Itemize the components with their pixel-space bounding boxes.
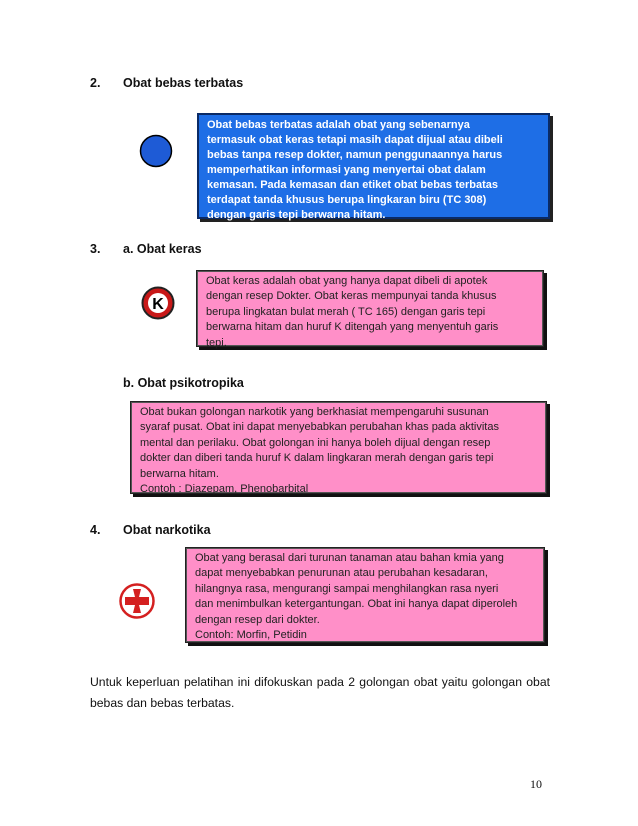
box-line: Obat keras adalah obat yang hanya dapat dibeli di apotek <box>206 275 488 287</box>
blue-circle-icon <box>139 134 173 168</box>
obat-psikotropika-description-box <box>130 401 547 494</box>
box-line: dengan garis tepi berwarna hitam. <box>207 209 386 221</box>
box-line: memperhatikan informasi yang menyertai obat dalam <box>207 164 486 176</box>
section-2-title: Obat bebas terbatas <box>123 76 244 90</box>
box-line: dapat menyebabkan penurunan atau perubahan kesadaran, <box>195 567 488 580</box>
section-4-number: 4. <box>90 523 101 537</box>
box-line: dan menimbulkan ketergantungan. Obat ini hanya dapat diperoleh <box>195 598 518 611</box>
box-line: berwarna hitam. <box>140 467 219 480</box>
box-line: Contoh: Morfin, Petidin <box>195 629 307 642</box>
box-line: dengan resep Dokter. Obat keras mempunyai tanda khusus <box>206 290 497 303</box>
obat-keras-description-box <box>196 270 544 347</box>
box-line: mental dan perilaku. Obat golongan ini hanya boleh dijual dengan resep <box>140 436 491 449</box>
k-letter: K <box>152 296 164 313</box>
box-line: Contoh : Diazepam, Phenobarbital <box>140 483 309 496</box>
box-line: kemasan. Pada kemasan dan etiket obat bebas terbatas <box>207 179 499 191</box>
bebas-terbatas-description-box <box>197 113 550 236</box>
box-line: dengan resep dari dokter. <box>195 613 320 626</box>
obat-narkotika-title: Obat narkotika <box>123 523 211 537</box>
box-line: Obat bebas terbatas adalah obat yang sebenarnya <box>207 119 470 131</box>
box-line: Obat yang berasal dari turunan tanaman atau bahan kmia yang <box>195 552 504 564</box>
box-line: tepi. <box>206 336 227 349</box>
box-line: hilangnya rasa, mengurangi sampai menghilangkan rasa nyeri <box>195 582 499 595</box>
box-line: berwarna hitam dan huruf K ditengah yang menyentuh garis <box>206 321 499 334</box>
box-line: termasuk obat keras tetapi masih dapat dijual atau dibeli <box>207 134 503 146</box>
box-line: dokter dan diberi tanda huruf K dalam lingkaran merah dengan garis tepi <box>140 452 494 465</box>
box-line: berupa lingkatan bulat merah ( TC 165) dengan garis tepi <box>206 305 486 318</box>
obat-psikotropika-title: b. Obat psikotropika <box>123 376 244 390</box>
red-k-circle-icon <box>141 286 175 320</box>
box-line: Contoh: CTM <box>207 224 277 236</box>
red-cross-circle-icon <box>119 583 155 619</box>
box-line: bebas tanpa resep dokter, namun penggunaannya harus <box>207 149 503 161</box>
section-3-number: 3. <box>90 242 101 256</box>
obat-narkotika-description-box <box>185 547 545 643</box>
box-line: syaraf pusat. Obat ini dapat menyebabkan perubahan khas pada aktivitas <box>140 421 499 434</box>
section-2-number: 2. <box>90 76 101 90</box>
box-line: Obat bukan golongan narkotik yang berkhasiat mempengaruhi susunan <box>140 406 489 418</box>
obat-keras-title: a. Obat keras <box>123 242 202 256</box>
closing-paragraph: Untuk keperluan pelatihan ini difokuskan pada 2 golongan obat yaitu golongan obat bebas dan bebas terbatas. <box>90 675 550 710</box>
box-line: terdapat tanda khusus berupa lingkaran biru (TC 308) <box>207 194 487 206</box>
page-number: 10 <box>530 777 542 791</box>
